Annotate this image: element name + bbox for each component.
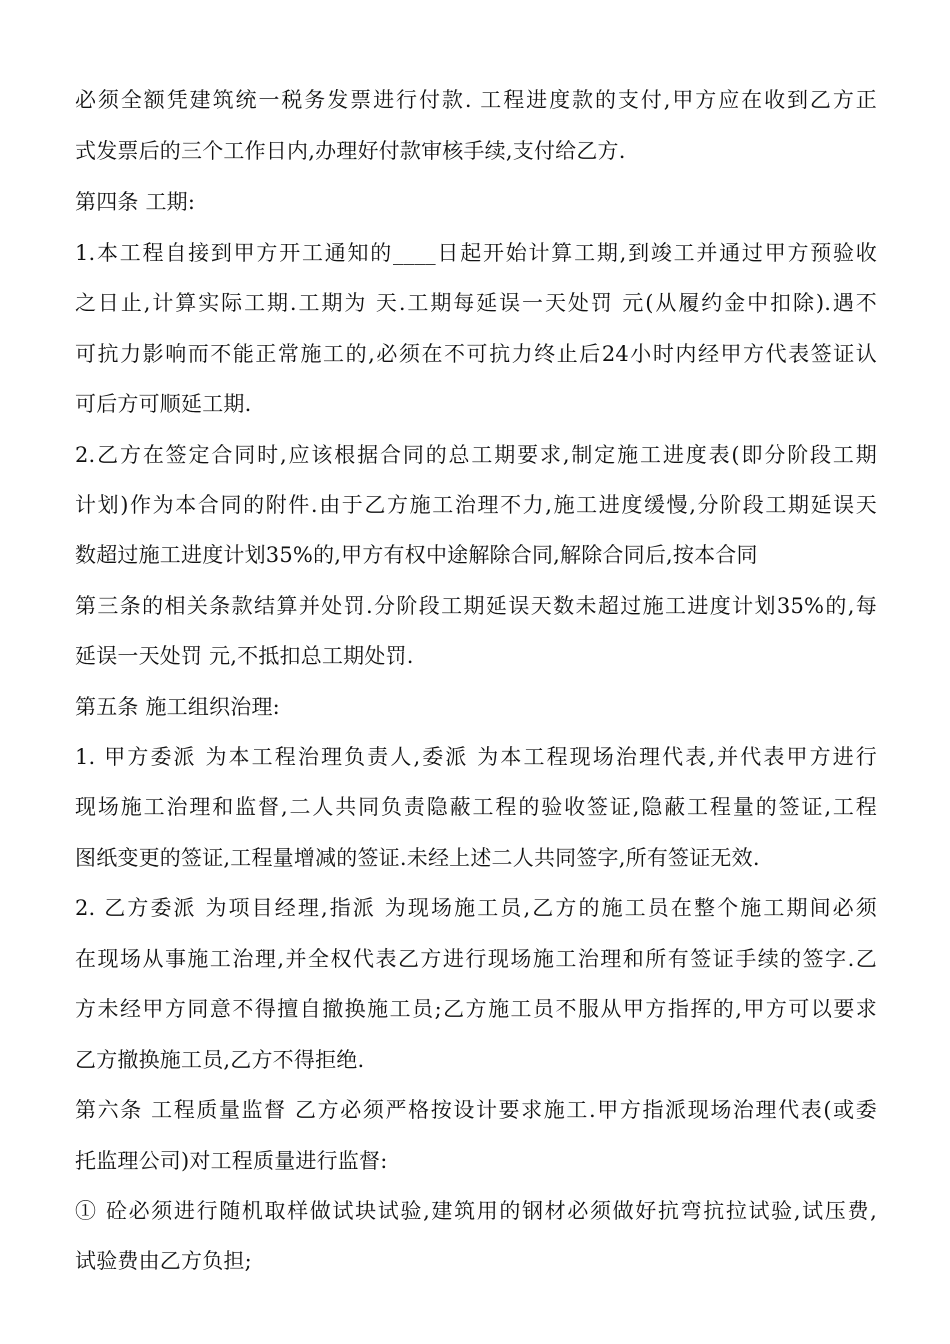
paragraph-line: 乙方撤换施工员,乙方不得拒绝. <box>75 1048 365 1072</box>
paragraph-line: 式发票后的三个工作日内,办理好付款审核手续,支付给乙方. <box>75 139 626 163</box>
paragraph-line: 可后方可顺延工期. <box>75 392 252 416</box>
paragraph-line: 必须全额凭建筑统一税务发票进行付款. 工程进度款的支付,甲方应在收到乙方正 <box>75 88 877 112</box>
paragraph-line: 现场施工治理和监督,二人共同负责隐蔽工程的验收签证,隐蔽工程量的签证,工程 <box>75 795 877 819</box>
list-item-line: ① 砼必须进行随机取样做试块试验,建筑用的钢材必须做好抗弯抗拉试验,试压费, <box>75 1199 877 1223</box>
paragraph-line: 1. 甲方委派 为本工程治理负责人,委派 为本工程现场治理代表,并代表甲方进行 <box>75 745 877 769</box>
paragraph-line: 2.乙方在签定合同时,应该根据合同的总工期要求,制定施工进度表(即分阶段工期 <box>75 443 877 467</box>
section-heading: 第六条 工程质量监督 乙方必须严格按设计要求施工.甲方指派现场治理代表(或委 <box>75 1098 877 1122</box>
paragraph-line: 1.本工程自接到甲方开工通知的____日起开始计算工期,到竣工并通过甲方预验收 <box>75 241 877 265</box>
paragraph-line: 托监理公司)对工程质量进行监督: <box>75 1149 388 1173</box>
paragraph-line: 数超过施工进度计划35%的,甲方有权中途解除合同,解除合同后,按本合同 <box>75 543 758 567</box>
paragraph-line: 第三条的相关条款结算并处罚.分阶段工期延误天数未超过施工进度计划35%的,每 <box>75 594 877 618</box>
paragraph-line: 方未经甲方同意不得擅自撤换施工员;乙方施工员不服从甲方指挥的,甲方可以要求 <box>75 997 877 1021</box>
paragraph-line: 2. 乙方委派 为项目经理,指派 为现场施工员,乙方的施工员在整个施工期间必须 <box>75 896 877 920</box>
list-item-line: 试验费由乙方负担; <box>75 1249 252 1273</box>
section-heading: 第四条 工期: <box>75 190 196 214</box>
section-heading: 第五条 施工组织治理: <box>75 695 280 719</box>
paragraph-line: 在现场从事施工治理,并全权代表乙方进行现场施工治理和所有签证手续的签字.乙 <box>75 947 877 971</box>
paragraph-line: 计划)作为本合同的附件.由于乙方施工治理不力,施工进度缓慢,分阶段工期延误天 <box>75 493 877 517</box>
paragraph-line: 延误一天处罚 元,不抵扣总工期处罚. <box>75 644 414 668</box>
paragraph-line: 图纸变更的签证,工程量增减的签证.未经上述二人共同签字,所有签证无效. <box>75 846 760 870</box>
paragraph-line: 可抗力影响而不能正常施工的,必须在不可抗力终止后24小时内经甲方代表签证认 <box>75 342 877 366</box>
paragraph-line: 之日止,计算实际工期.工期为 天.工期每延误一天处罚 元(从履约金中扣除).遇不 <box>75 291 877 315</box>
